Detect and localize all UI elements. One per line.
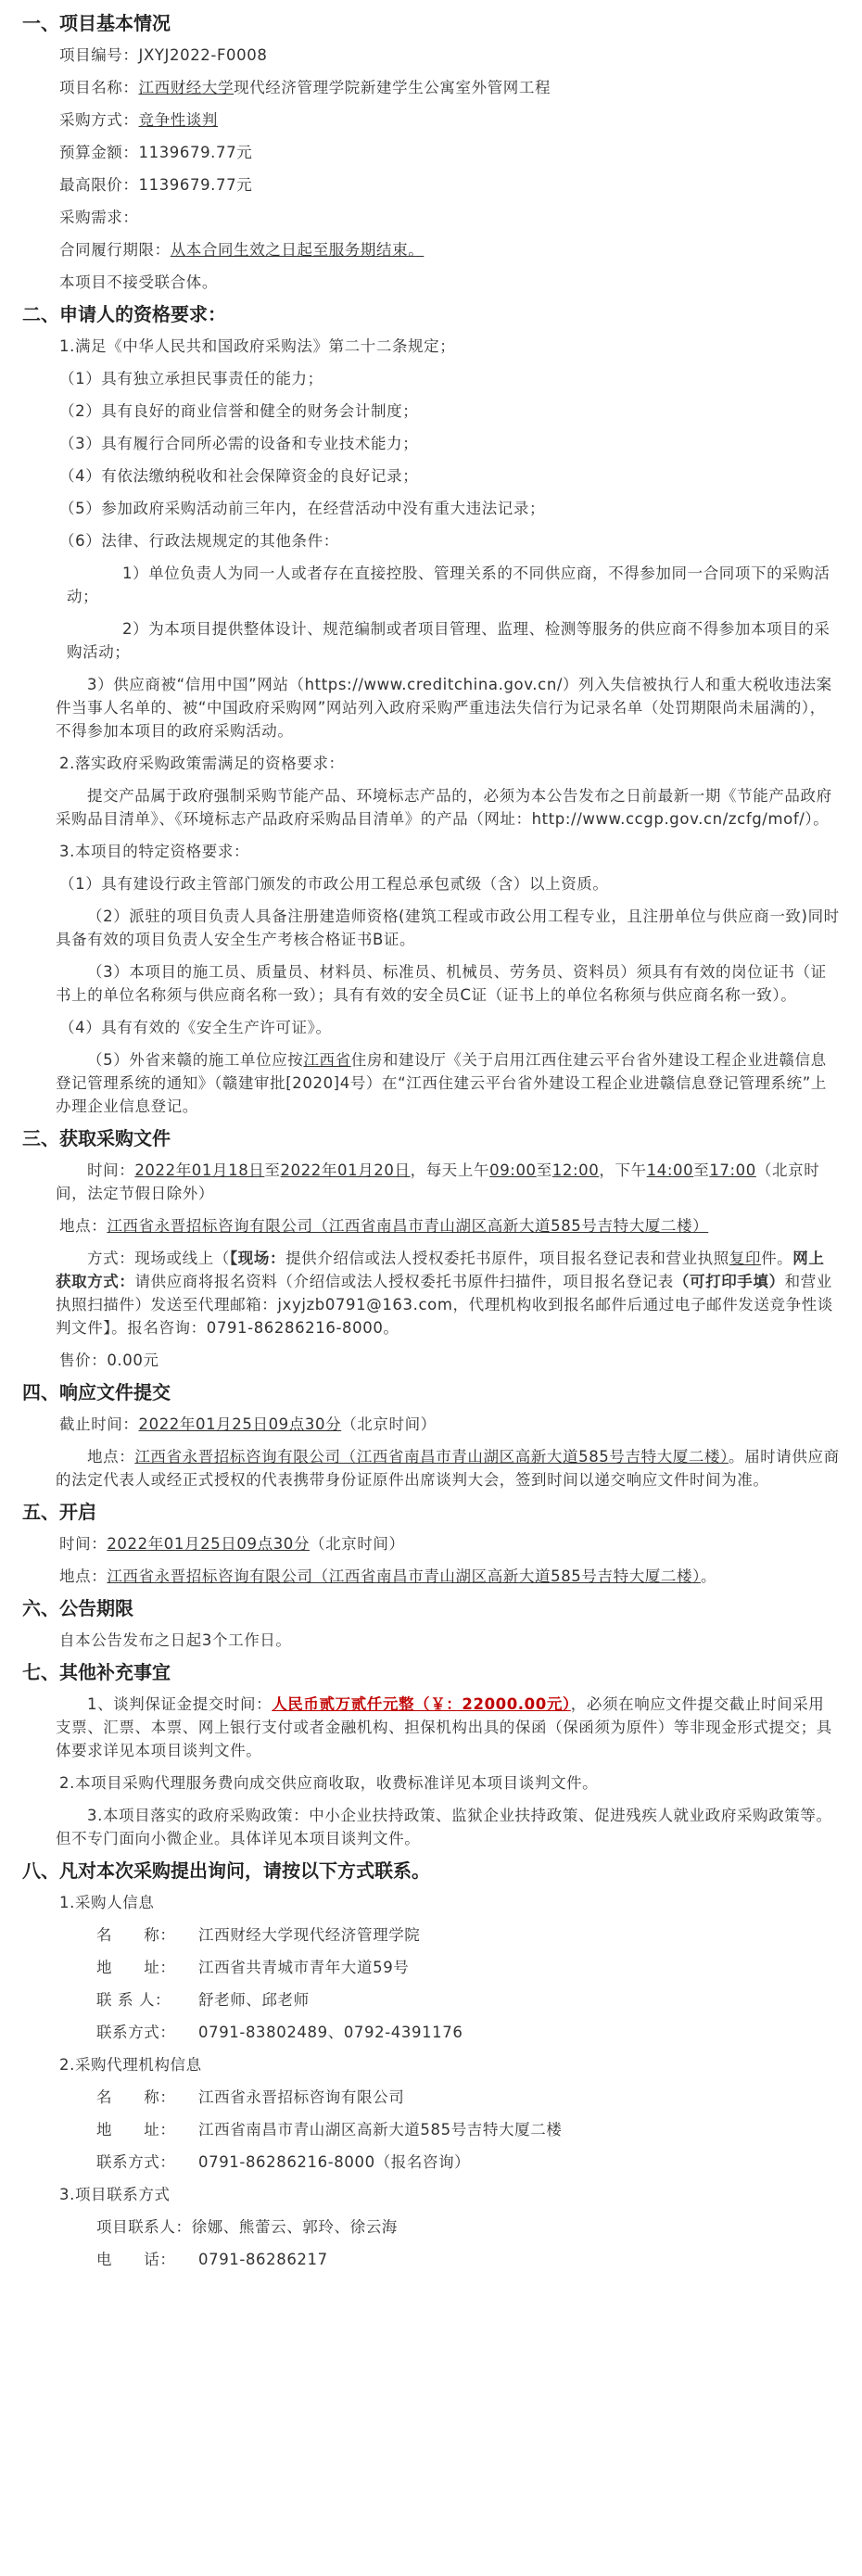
project-contact-person (22, 2215, 840, 2239)
procurement-method (22, 108, 840, 132)
obtain-address (22, 1214, 840, 1237)
specific-requirement-3: （3）本项目的施工员、质量员、材料员、标准员、机械员、劳务员、资料员）须具有有效的岗位证书（证书上的单位名称须与供应商名称一致）；具有有效的安全员C证（证书上的单位名称须与供应商名称一致）。 (56, 963, 827, 1004)
project-contact-label: 项目联系人： (96, 2218, 192, 2236)
obtain-pm-start: 14:00 (646, 1161, 694, 1179)
requirement-5-text-a: （5）外省来赣的施工单位应按 (87, 1051, 304, 1069)
agency-name (22, 2086, 840, 2109)
qualification-item: （1）具有独立承担民事责任的能力； (59, 370, 323, 387)
obtain-am-start: 09:00 (489, 1161, 537, 1179)
procurement-method-label: 采购方式： (59, 111, 139, 129)
opening-address-label: 地点： (59, 1567, 108, 1585)
document-price (22, 1349, 840, 1372)
purchaser-name-label: 名 称： (96, 1926, 176, 1944)
qualification-2-text: 提交产品属于政府强制采购节能产品、环境标志产品的，必须为本公告发布之日前最新一期《节能产品政府采购品目清单》、《环境标志产品政府采购品目清单》的产品（网址：http://www.ccgp.gov.cn/zcfg/mof/）。 (56, 787, 832, 828)
project-contact-title: 3.项目联系方式 (59, 2186, 171, 2203)
obtain-start-date: 2022年01月18日 (134, 1161, 265, 1179)
section-title-opening: 五、开启 (22, 1501, 96, 1523)
procurement-method-value: 竞争性谈判 (138, 111, 218, 129)
agency-name-value: 江西省永晋招标咨询有限公司 (198, 2088, 405, 2106)
deposit-amount: 人民币贰万贰仟元整（￥：22000.00元） (272, 1695, 571, 1713)
obtain-method-label: 方式：现场或线上（ (87, 1250, 230, 1267)
agency-fee-note: 2.本项目采购代理服务费向成交供应商收取，收费标准详见本项目谈判文件。 (59, 1774, 599, 1792)
specific-requirement-5 (22, 1048, 840, 1118)
policy-note: 3.本项目落实的政府采购政策：中小企业扶持政策、监狱企业扶持政策、促进残疾人就业政府采购政策等。但不专门面向小微企业。具体详见本项目谈判文件。 (56, 1807, 832, 1847)
purchaser-phone-value: 0791-83802489、0792-4391176 (198, 2024, 463, 2041)
procurement-need (22, 206, 840, 229)
obtain-pm-end: 17:00 (709, 1161, 756, 1179)
obtain-time-note: （北京时间，法定节假日除外） (56, 1161, 820, 1202)
purchaser-info-title: 1.采购人信息 (59, 1894, 155, 1911)
qualification-item: （5）参加政府采购活动前三年内，在经营活动中没有重大违法记录； (59, 500, 546, 517)
obtain-am-end: 12:00 (551, 1161, 600, 1179)
purchaser-name-value: 江西财经大学现代经济管理学院 (198, 1926, 421, 1944)
project-name-rest: 现代经济管理学院新建学生公寓室外管网工程 (234, 79, 551, 96)
submission-deadline-tz: （北京时间） (341, 1415, 437, 1433)
submission-address-value: 江西省永晋招标咨询有限公司（江西省南昌市青山湖区高新大道585号吉特大厦二楼） (134, 1448, 729, 1466)
obtain-address-value: 江西省永晋招标咨询有限公司（江西省南昌市青山湖区高新大道585号吉特大厦二楼） (107, 1217, 709, 1235)
online-text-b: 和营业执照扫描件）发送至代理邮箱：jxyjzb0791@163.com，代理机构收到报名邮件后通过电子邮件发送竞争性谈判文件】。报名咨询：0791-86286216-8000。 (56, 1273, 833, 1337)
section-title-notice-period: 六、公告期限 (22, 1597, 133, 1619)
purchaser-phone-label: 联系方式： (96, 2024, 176, 2041)
submission-address-note: 。届时请供应商的法定代表人或经正式授权的代表携带身份证原件出席谈判大会，签到时间以递交响应文件时间为准。 (56, 1448, 840, 1489)
qualification-item: （3）具有履行合同所必需的设备和专业技术能力； (59, 435, 419, 452)
project-name-label: 项目名称： (59, 79, 139, 96)
qualification-3-intro: 3.本项目的特定资格要求： (59, 843, 250, 860)
purchaser-address-label: 地 址： (96, 1959, 176, 1976)
obtain-am-to: 至 (536, 1161, 552, 1179)
qualification-item: （6）法律、行政法规规定的其他条件： (59, 532, 339, 550)
agency-phone (22, 2151, 840, 2174)
submission-address (22, 1445, 840, 1491)
budget-amount-label: 预算金额： (59, 144, 139, 161)
section-title-obtain-documents: 三、获取采购文件 (22, 1127, 171, 1149)
section-title-basic-info: 一、项目基本情况 (22, 12, 171, 34)
section-title-qualification: 二、申请人的资格要求： (22, 303, 226, 325)
submission-address-label: 地点： (87, 1448, 135, 1466)
project-contact-value: 徐娜、熊蕾云、郭玲、徐云海 (191, 2218, 398, 2236)
opening-address-end: 。 (700, 1567, 717, 1585)
qualification-item: （2）具有良好的商业信誉和健全的财务会计制度； (59, 402, 419, 420)
specific-requirement-1: （1）具有建设行政主管部门颁发的市政公用工程总承包贰级（含）以上资质。 (59, 875, 609, 893)
section-title-other-matters: 七、其他补充事宜 (22, 1661, 171, 1683)
purchaser-contact-value: 舒老师、邱老师 (198, 1991, 310, 2009)
max-price-label: 最高限价： (59, 176, 139, 194)
obtain-pm-label: ，下午 (599, 1161, 647, 1179)
qualification-2-intro: 2.落实政府采购政策需满足的资格要求： (59, 755, 345, 772)
project-phone-label: 电 话： (96, 2251, 176, 2268)
opening-address (22, 1565, 840, 1588)
onsite-text: 提供介绍信或法人授权委托书原件，项目报名登记表和营业执照 (285, 1250, 729, 1267)
agency-info-title: 2.采购代理机构信息 (59, 2056, 202, 2074)
opening-time-tz: （北京时间） (310, 1535, 405, 1553)
requirement-5-text-b: 住房和建设厅《关于启用江西住建云平台省外建设工程企业进赣信息登记管理系统的通知》（赣建审批[2020]4号）在“江西住建云平台省外建设工程企业进赣信息登记管理系统”上办理企业信息登记。 (56, 1051, 828, 1115)
submission-deadline-label: 截止时间： (59, 1415, 139, 1433)
obtain-time-label: 时间： (87, 1161, 135, 1179)
budget-amount-value: 1139679.77元 (138, 144, 253, 161)
procurement-need-label: 采购需求： (59, 209, 139, 226)
purchaser-name (22, 1923, 840, 1947)
max-price-value: 1139679.77元 (138, 176, 253, 194)
qualification-sub-3: 3）供应商被“信用中国”网站（https://www.creditchina.gov.cn/）列入失信被执行人和重大税收违法案件当事人名单的、被“中国政府采购网”网站列入政府采购严重违法失信行为记录名单（处罚期限尚未届满的），不得参加本项目的政府采购活动。 (56, 676, 832, 740)
copy-word: 复印 (729, 1250, 762, 1267)
purchaser-address (22, 1956, 840, 1979)
obtain-time (22, 1159, 840, 1205)
obtain-method (22, 1247, 840, 1339)
purchaser-contact-label: 联 系 人： (96, 1991, 171, 2009)
qualification-1-intro: 1.满足《中华人民共和国政府采购法》第二十二条规定； (59, 337, 456, 355)
contract-period-label: 合同履行期限： (59, 241, 171, 259)
agency-address-value: 江西省南昌市青山湖区高新大道585号吉特大厦二楼 (198, 2121, 563, 2138)
opening-time-label: 时间： (59, 1535, 108, 1553)
notice-period-text: 自本公告发布之日起3个工作日。 (59, 1631, 292, 1649)
budget-amount (22, 141, 840, 164)
purchaser-address-value: 江西省共青城市青年大道59号 (198, 1959, 410, 1976)
online-print-note: （可打印手填） (673, 1273, 785, 1290)
project-name-org-link[interactable]: 江西财经大学 (138, 79, 235, 96)
project-contact-phone (22, 2248, 840, 2271)
qualification-item: （4）有依法缴纳税收和社会保障资金的良好记录； (59, 467, 419, 485)
specific-requirement-4: （4）具有有效的《安全生产许可证》。 (59, 1019, 332, 1036)
deposit-note (22, 1693, 840, 1762)
consortium-note: 本项目不接受联合体。 (59, 273, 218, 291)
purchaser-phone (22, 2021, 840, 2044)
jiangxi-province-link[interactable]: 江西省 (303, 1051, 351, 1069)
agency-address (22, 2118, 840, 2141)
document-price-value: 0.00元 (107, 1351, 159, 1369)
project-code (22, 44, 840, 67)
contract-period-value: 从本合同生效之日起至服务期结束。 (170, 241, 425, 259)
onsite-text-end: 件。 (761, 1250, 793, 1267)
obtain-to: 至 (264, 1161, 281, 1179)
opening-time (22, 1532, 840, 1555)
online-label: 网上获取方式： (56, 1250, 825, 1290)
opening-address-value: 江西省永晋招标咨询有限公司（江西省南昌市青山湖区高新大道585号吉特大厦二楼） (107, 1567, 701, 1585)
max-price (22, 173, 840, 197)
deposit-note-text: ，必须在响应文件提交截止时间采用支票、汇票、本票、网上银行支付或者金融机构、担保机构出具的保函（保函须为原件）等非现金形式提交；具体要求详见本项目谈判文件。 (56, 1695, 832, 1759)
opening-time-value: 2022年01月25日09点30分 (107, 1535, 310, 1553)
obtain-end-date: 2022年01月20日 (280, 1161, 411, 1179)
online-text-a: 请供应商将报名资料（介绍信或法人授权委托书原件扫描件，项目报名登记表 (134, 1273, 674, 1290)
contract-period (22, 238, 840, 261)
qualification-sub-1: 1）单位负责人为同一人或者存在直接控股、管理关系的不同供应商，不得参加同一合同项下的采购活动； (67, 565, 830, 605)
obtain-pm-to: 至 (693, 1161, 710, 1179)
agency-name-label: 名 称： (96, 2088, 176, 2106)
project-code-value: JXYJ2022-F0008 (138, 46, 268, 64)
deposit-note-label: 1、谈判保证金提交时间： (87, 1695, 273, 1713)
project-phone-value: 0791-86286217 (198, 2251, 328, 2268)
project-name (22, 76, 840, 99)
section-title-contact: 八、凡对本次采购提出询问，请按以下方式联系。 (22, 1859, 430, 1882)
agency-phone-label: 联系方式： (96, 2153, 176, 2171)
obtain-am-label: ，每天上午 (410, 1161, 490, 1179)
submission-deadline-value: 2022年01月25日09点30分 (138, 1415, 342, 1433)
section-title-submission: 四、响应文件提交 (22, 1381, 171, 1403)
submission-deadline (22, 1413, 840, 1436)
document-price-label: 售价： (59, 1351, 108, 1369)
onsite-label: 【现场： (229, 1250, 286, 1267)
agency-address-label: 地 址： (96, 2121, 176, 2138)
qualification-sub-2: 2）为本项目提供整体设计、规范编制或者项目管理、监理、检测等服务的供应商不得参加本项目的采购活动； (67, 620, 830, 661)
agency-phone-value: 0791-86286216-8000（报名咨询） (198, 2153, 471, 2171)
purchaser-contact-person (22, 1988, 840, 2011)
project-code-label: 项目编号： (59, 46, 139, 64)
specific-requirement-2: （2）派驻的项目负责人具备注册建造师资格(建筑工程或市政公用工程专业，且注册单位与供应商一致)同时具备有效的项目负责人安全生产考核合格证书B证。 (56, 907, 840, 948)
obtain-address-label: 地点： (59, 1217, 108, 1235)
